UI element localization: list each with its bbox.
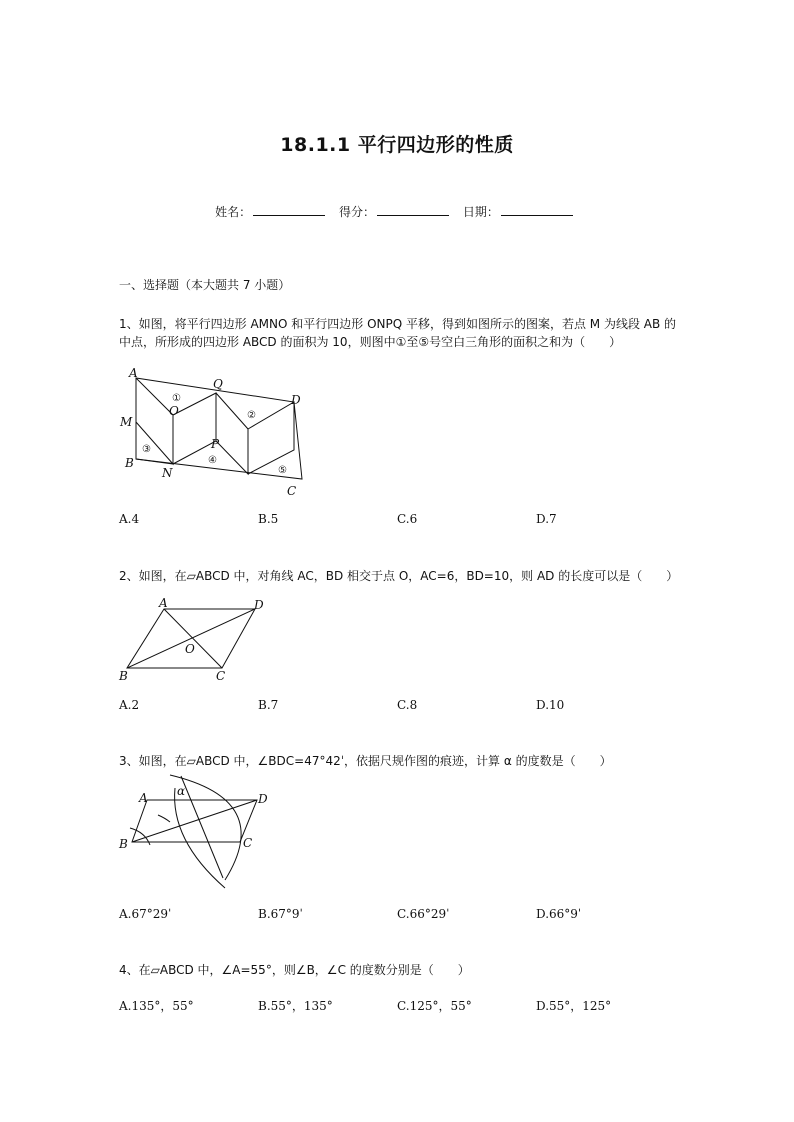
q2-option-b[interactable]: B.7 xyxy=(258,698,279,712)
q2-label-a: A xyxy=(159,596,168,610)
q1-region-1: ① xyxy=(172,393,181,404)
question-1-figure xyxy=(115,367,315,502)
q2-diagonal-bd xyxy=(127,609,255,668)
q1-line-bn xyxy=(136,459,173,464)
q1-region-5: ⑤ xyxy=(278,465,287,476)
q1-region-4: ④ xyxy=(208,455,217,466)
q3-construction-arc-1 xyxy=(175,788,225,888)
q1-quad-abcd xyxy=(136,378,302,479)
name-blank[interactable] xyxy=(253,205,325,216)
q2-label-b: B xyxy=(119,669,128,683)
q1-option-b[interactable]: B.5 xyxy=(258,512,279,526)
q3-option-d[interactable]: D.66°9ˈ xyxy=(536,907,582,921)
q4-option-b[interactable]: B.55°，135° xyxy=(258,999,333,1013)
section-heading: 一、选择题（本大题共 7 小题） xyxy=(119,278,291,292)
q1-label-q: Q xyxy=(213,377,223,391)
q1-option-c[interactable]: C.6 xyxy=(397,512,418,526)
q1-label-p: P xyxy=(211,437,220,451)
question-3-figure xyxy=(115,770,275,890)
question-3-stem: 3、如图，在▱ABCD 中，∠BDC=47°42ˈ，依据尺规作图的痕迹，计算 α 的度数是（ ） xyxy=(119,754,612,768)
q3-diagonal-bd xyxy=(132,800,257,842)
q3-label-b: B xyxy=(119,837,128,851)
question-4-stem: 4、在▱ABCD 中，∠A=55°，则∠B，∠C 的度数分别是（ ） xyxy=(119,963,470,977)
name-label: 姓名： xyxy=(215,205,252,219)
score-label: 得分： xyxy=(338,205,375,219)
q1-region-2: ② xyxy=(247,410,256,421)
q3-label-alpha: α xyxy=(177,784,186,798)
q3-option-b[interactable]: B.67°9ˈ xyxy=(258,907,303,921)
q3-perpendicular-bisector xyxy=(181,776,223,878)
q2-label-d: D xyxy=(254,598,264,612)
q2-diagonal-ac xyxy=(164,609,222,668)
q3-label-a: A xyxy=(139,791,148,805)
q4-option-d[interactable]: D.55°，125° xyxy=(536,999,612,1013)
q2-option-c[interactable]: C.8 xyxy=(397,698,418,712)
q1-option-a[interactable]: A.4 xyxy=(119,512,140,526)
q4-option-c[interactable]: C.125°，55° xyxy=(397,999,472,1013)
q1-label-b: B xyxy=(125,456,134,470)
q1-label-d: D xyxy=(291,393,301,407)
date-label: 日期： xyxy=(462,205,499,219)
q1-label-a: A xyxy=(129,366,138,380)
q3-tick-arc xyxy=(158,815,170,822)
date-blank[interactable] xyxy=(501,205,573,216)
q3-label-c: C xyxy=(243,836,253,850)
student-info-line xyxy=(0,203,794,220)
score-blank[interactable] xyxy=(377,205,449,216)
q1-shape-right-1 xyxy=(216,393,248,474)
q1-label-c: C xyxy=(287,484,297,498)
question-1-stem: 1、如图，将平行四边形 AMNO 和平行四边形 ONPQ 平移，得到如图所示的图案，若点 M 为线段 AB 的中点，所形成的四边形 ABCD 的面积为 10，则图中①至⑤号空白三角形的面积之和为（ ） xyxy=(119,317,677,349)
q3-label-d: D xyxy=(258,792,268,806)
q1-label-n: N xyxy=(162,466,173,480)
q3-option-c[interactable]: C.66°29ˈ xyxy=(397,907,450,921)
q2-option-d[interactable]: D.10 xyxy=(536,698,565,712)
q1-label-o: O xyxy=(169,404,179,418)
q1-region-3: ③ xyxy=(142,444,151,455)
question-2-stem: 2、如图，在▱ABCD 中，对角线 AC，BD 相交于点 O，AC=6，BD=10，则 AD 的长度可以是（ ） xyxy=(119,569,679,583)
q1-label-m: M xyxy=(120,415,133,429)
q4-option-a[interactable]: A.135°，55° xyxy=(119,999,194,1013)
q3-option-a[interactable]: A.67°29ˈ xyxy=(119,907,172,921)
page-title: 18.1.1 平行四边形的性质 xyxy=(280,134,514,156)
question-2-figure xyxy=(115,598,275,688)
q2-label-o: O xyxy=(185,642,195,656)
q1-option-d[interactable]: D.7 xyxy=(536,512,557,526)
q2-option-a[interactable]: A.2 xyxy=(119,698,140,712)
q2-label-c: C xyxy=(216,669,226,683)
